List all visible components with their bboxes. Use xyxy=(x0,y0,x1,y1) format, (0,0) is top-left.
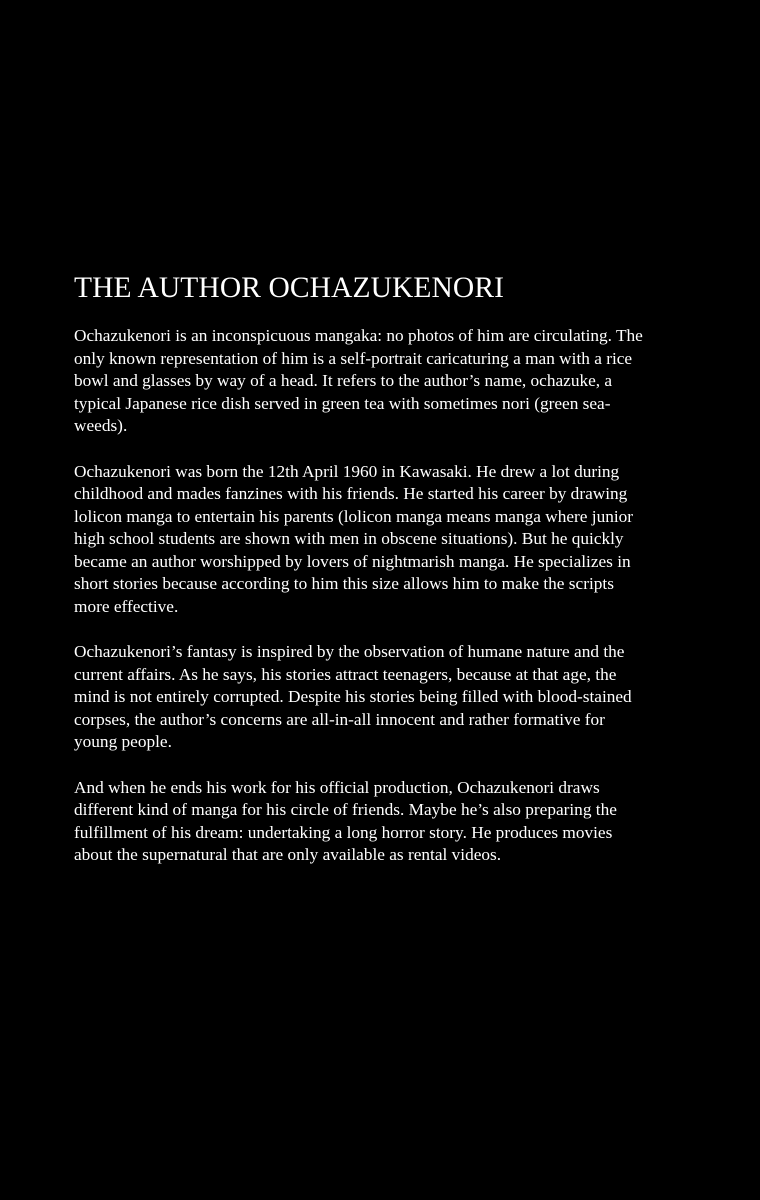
text-line: Ochazukenori’s fantasy is inspired by the observation of humane nature and the xyxy=(74,642,625,661)
text-line: And when he ends his work for his official production, Ochazukenori draws xyxy=(74,777,600,797)
text-line: fulfillment of his dream: undertaking a long horror story. He produces movies xyxy=(74,822,613,842)
paragraph-intro xyxy=(74,325,696,438)
text-line: short stories because according to him this size allows him to make the scripts xyxy=(74,574,614,593)
text-line: young people. xyxy=(74,732,172,751)
page-title: THE AUTHOR OCHAZUKENORI xyxy=(74,272,505,304)
text-line: only known representation of him is a self-portrait caricaturing a man with a rice xyxy=(74,348,633,368)
text-line: Ochazukenori is an inconspicuous mangaka: no photos of him are circulating. The xyxy=(74,326,643,345)
text-line: Ochazukenori was born the 12th April 1960 in Kawasaki. He drew a lot during xyxy=(74,461,620,481)
text-line: high school students are shown with men in obscene situations). But he quickly xyxy=(74,529,624,548)
text-line: childhood and mades fanzines with his friends. He started his career by drawing xyxy=(74,484,628,503)
paragraph-fantasy xyxy=(74,641,696,754)
paragraph-other-work xyxy=(74,777,696,867)
text-line: mind is not entirely corrupted. Despite his stories being filled with blood-stained xyxy=(74,687,632,706)
text-line: weeds). xyxy=(74,416,128,435)
text-line: bowl and glasses by way of a head. It refers to the author’s name, ochazuke, a xyxy=(74,371,613,390)
text-line: different kind of manga for his circle of friends. Maybe he’s also preparing the xyxy=(74,800,617,819)
text-line: more effective. xyxy=(74,596,179,616)
text-line: lolicon manga to entertain his parents (lolicon manga means manga where junior xyxy=(74,506,634,526)
text-line: about the supernatural that are only available as rental videos. xyxy=(74,845,502,864)
text-line: became an author worshipped by lovers of nightmarish manga. He specializes in xyxy=(74,551,631,571)
paragraph-biography xyxy=(74,461,696,619)
text-line: current affairs. As he says, his stories attract teenagers, because at that age, the xyxy=(74,664,617,684)
text-line: typical Japanese rice dish served in green tea with sometimes nori (green sea- xyxy=(74,393,611,413)
text-line: corpses, the author’s concerns are all-in-all innocent and rather formative for xyxy=(74,709,605,729)
article xyxy=(74,270,696,890)
